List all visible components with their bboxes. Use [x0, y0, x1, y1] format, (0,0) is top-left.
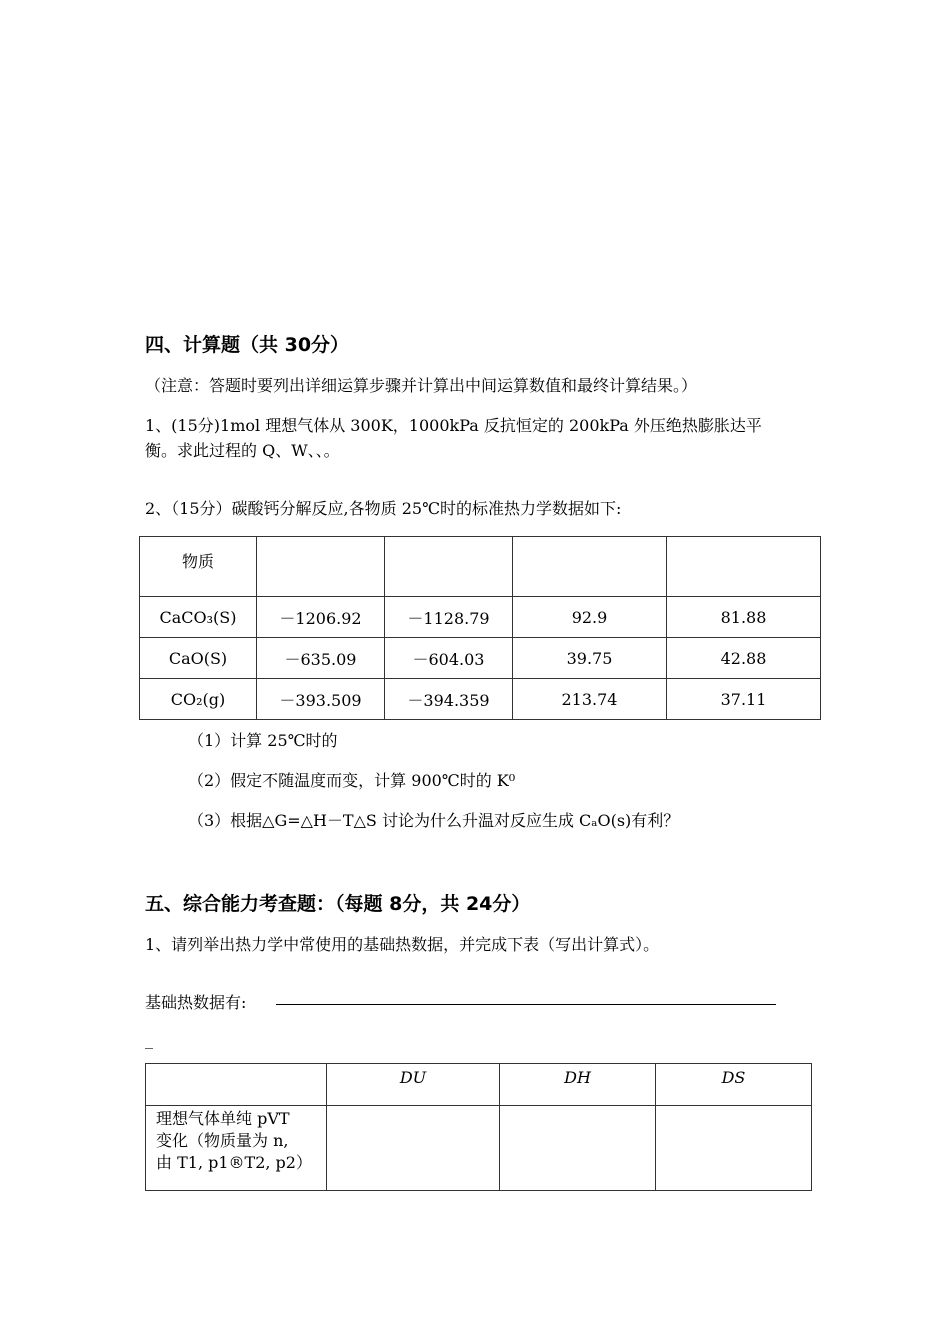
basic-data-label: 基础热数据有: [145, 993, 247, 1012]
section5-heading: 五、综合能力考查题：（每题 8分，共 24分） [145, 893, 531, 915]
table-row [140, 679, 821, 720]
header-ds: DS [656, 1064, 812, 1106]
header-cell [667, 537, 821, 597]
row-label-line: 理想气体单纯 pVT [156, 1109, 290, 1128]
value-cell: 81.88 [667, 597, 821, 638]
answer-cell [327, 1106, 500, 1191]
sub-question-3: （3）根据△G=△H－T△S 讨论为什么升温对反应生成 CₐO(s)有利？ [188, 811, 680, 830]
q2-intro: 2、（15分）碳酸钙分解反应,各物质 25℃时的标准热力学数据如下: [145, 499, 622, 518]
value-cell: 39.75 [513, 638, 667, 679]
section4-heading: 四、计算题（共 30分） [145, 334, 350, 356]
value-cell: －1128.79 [385, 597, 513, 638]
section5-q1: 1、请列举出热力学中常使用的基础热数据，并完成下表（写出计算式）。 [145, 935, 660, 954]
thermo-data-table [139, 536, 821, 720]
section4-note: （注意：答题时要列出详细运算步骤并计算出中间运算数值和最终计算结果。） [145, 376, 698, 395]
sub-question-1: （1）计算 25℃时的 [188, 731, 338, 750]
header-cell [146, 1064, 327, 1106]
value-cell: 42.88 [667, 638, 821, 679]
answer-underline [276, 1004, 776, 1005]
stray-mark: _ [145, 1030, 153, 1049]
table-row [140, 597, 821, 638]
value-cell: －394.359 [385, 679, 513, 720]
substance-cell: CaO(S) [140, 638, 257, 679]
header-cell: 物质 [140, 537, 257, 597]
value-cell: 213.74 [513, 679, 667, 720]
header-cell [385, 537, 513, 597]
sub-question-2: （2）假定不随温度而变，计算 900℃时的 K⁰ [188, 771, 516, 790]
value-cell: －393.509 [257, 679, 385, 720]
substance-cell: CO₂(g) [140, 679, 257, 720]
value-cell: 37.11 [667, 679, 821, 720]
answer-cell [656, 1106, 812, 1191]
q1-text-line2: 衡。求此过程的 Q、W、、。 [145, 441, 340, 460]
table-header-row [146, 1064, 812, 1106]
header-cell [513, 537, 667, 597]
value-cell: －604.03 [385, 638, 513, 679]
value-cell: －635.09 [257, 638, 385, 679]
header-du: DU [327, 1064, 500, 1106]
value-cell: 92.9 [513, 597, 667, 638]
table-row [140, 638, 821, 679]
row-label-line: 变化（物质量为 n, [156, 1131, 289, 1150]
substance-cell: CaCO₃(S) [140, 597, 257, 638]
value-cell: －1206.92 [257, 597, 385, 638]
header-dh: DH [500, 1064, 656, 1106]
row-label-line: 由 T1, p1®T2, p2） [156, 1153, 312, 1172]
header-cell [257, 537, 385, 597]
answer-cell [500, 1106, 656, 1191]
table-row [146, 1106, 812, 1191]
pvt-table [145, 1063, 812, 1191]
table-header-row [140, 537, 821, 597]
q1-text-line1: 1、(15分)1mol 理想气体从 300K，1000kPa 反抗恒定的 200kPa 外压绝热膨胀达平 [145, 416, 762, 435]
row-label-cell [146, 1106, 327, 1191]
